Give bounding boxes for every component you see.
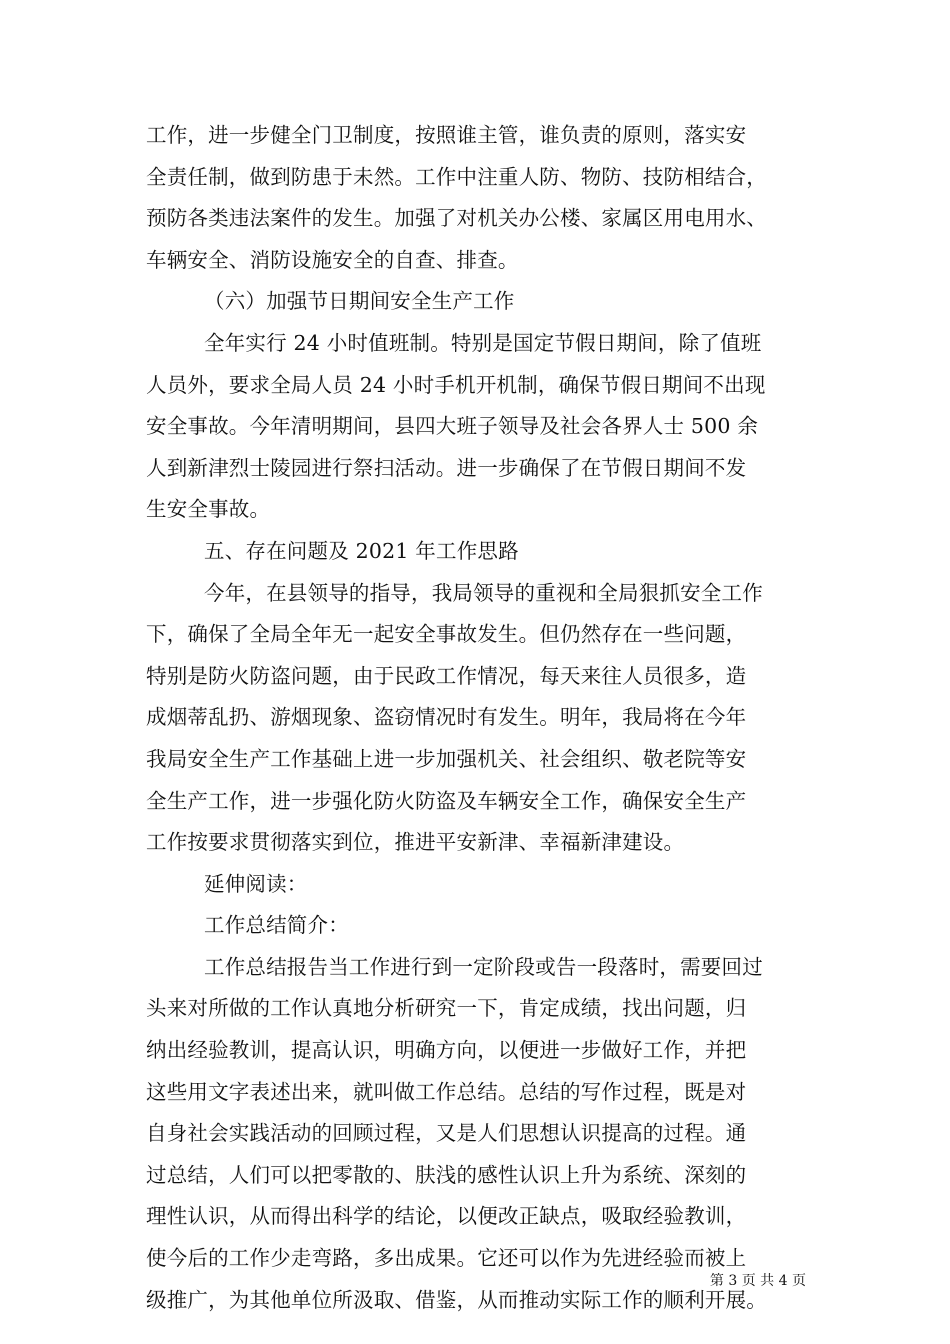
text-line: 下，确保了全局全年无一起安全事故发生。但仍然存在一些问题， <box>146 622 747 647</box>
document-body <box>146 115 806 1321</box>
text-line: 头来对所做的工作认真地分析研究一下，肯定成绩，找出问题，归 <box>146 996 747 1021</box>
text-line: 生安全事故。 <box>146 497 271 522</box>
text-line: 特别是防火防盗问题，由于民政工作情况，每天来往人员很多，造 <box>146 663 747 688</box>
text-line: 这些用文字表述出来，就叫做工作总结。总结的写作过程，既是对 <box>146 1079 747 1104</box>
text-line: 人到新津烈士陵园进行祭扫活动。进一步确保了在节假日期间不发 <box>146 455 747 480</box>
text-line: 纳出经验教训，提高认识，明确方向，以便进一步做好工作，并把 <box>146 1038 747 1063</box>
text-line: 工作按要求贯彻落实到位，推进平安新津、幸福新津建设。 <box>146 830 685 855</box>
text-line: （六）加强节日期间安全生产工作 <box>204 289 515 314</box>
text-line: 全责任制，做到防患于未然。工作中注重人防、物防、技防相结合， <box>146 164 767 189</box>
text-line: 车辆安全、消防设施安全的自查、排查。 <box>146 247 519 272</box>
page-number: 第 3 页 共 4 页 <box>709 1273 806 1289</box>
text-line: 五、存在问题及 2021 年工作思路 <box>204 538 519 563</box>
text-line: 安全事故。今年清明期间，县四大班子领导及社会各界人士 500 余 <box>146 414 759 439</box>
text-line: 工作总结简介： <box>204 913 349 938</box>
text-line: 预防各类违法案件的发生。加强了对机关办公楼、家属区用电用水、 <box>146 206 767 231</box>
text-line: 我局安全生产工作基础上进一步加强机关、社会组织、敬老院等安 <box>146 746 747 771</box>
text-line: 自身社会实践活动的回顾过程，又是人们思想认识提高的过程。通 <box>146 1121 747 1146</box>
text-line: 过总结，人们可以把零散的、肤浅的感性认识上升为系统、深刻的 <box>146 1162 747 1187</box>
text-line: 级推广，为其他单位所汲取、借鉴，从而推动实际工作的顺利开展。 <box>146 1287 767 1312</box>
text-line: 工作，进一步健全门卫制度，按照谁主管，谁负责的原则，落实安 <box>146 123 747 147</box>
text-line: 延伸阅读： <box>204 871 308 896</box>
text-line: 理性认识，从而得出科学的结论，以便改正缺点，吸取经验教训， <box>146 1204 747 1229</box>
text-line: 全生产工作，进一步强化防火防盗及车辆安全工作，确保安全生产 <box>146 788 747 813</box>
text-line: 全年实行 24 小时值班制。特别是国定节假日期间，除了值班 <box>204 330 762 355</box>
text-line: 今年，在县领导的指导，我局领导的重视和全局狠抓安全工作 <box>204 580 763 605</box>
text-line: 人员外，要求全局人员 24 小时手机开机制，确保节假日期间不出现 <box>146 372 766 397</box>
text-line: 使今后的工作少走弯路，多出成果。它还可以作为先进经验而被上 <box>146 1246 747 1271</box>
text-line: 工作总结报告当工作进行到一定阶段或告一段落时，需要回过 <box>204 954 763 979</box>
text-line: 成烟蒂乱扔、游烟现象、盗窃情况时有发生。明年，我局将在今年 <box>146 705 747 730</box>
